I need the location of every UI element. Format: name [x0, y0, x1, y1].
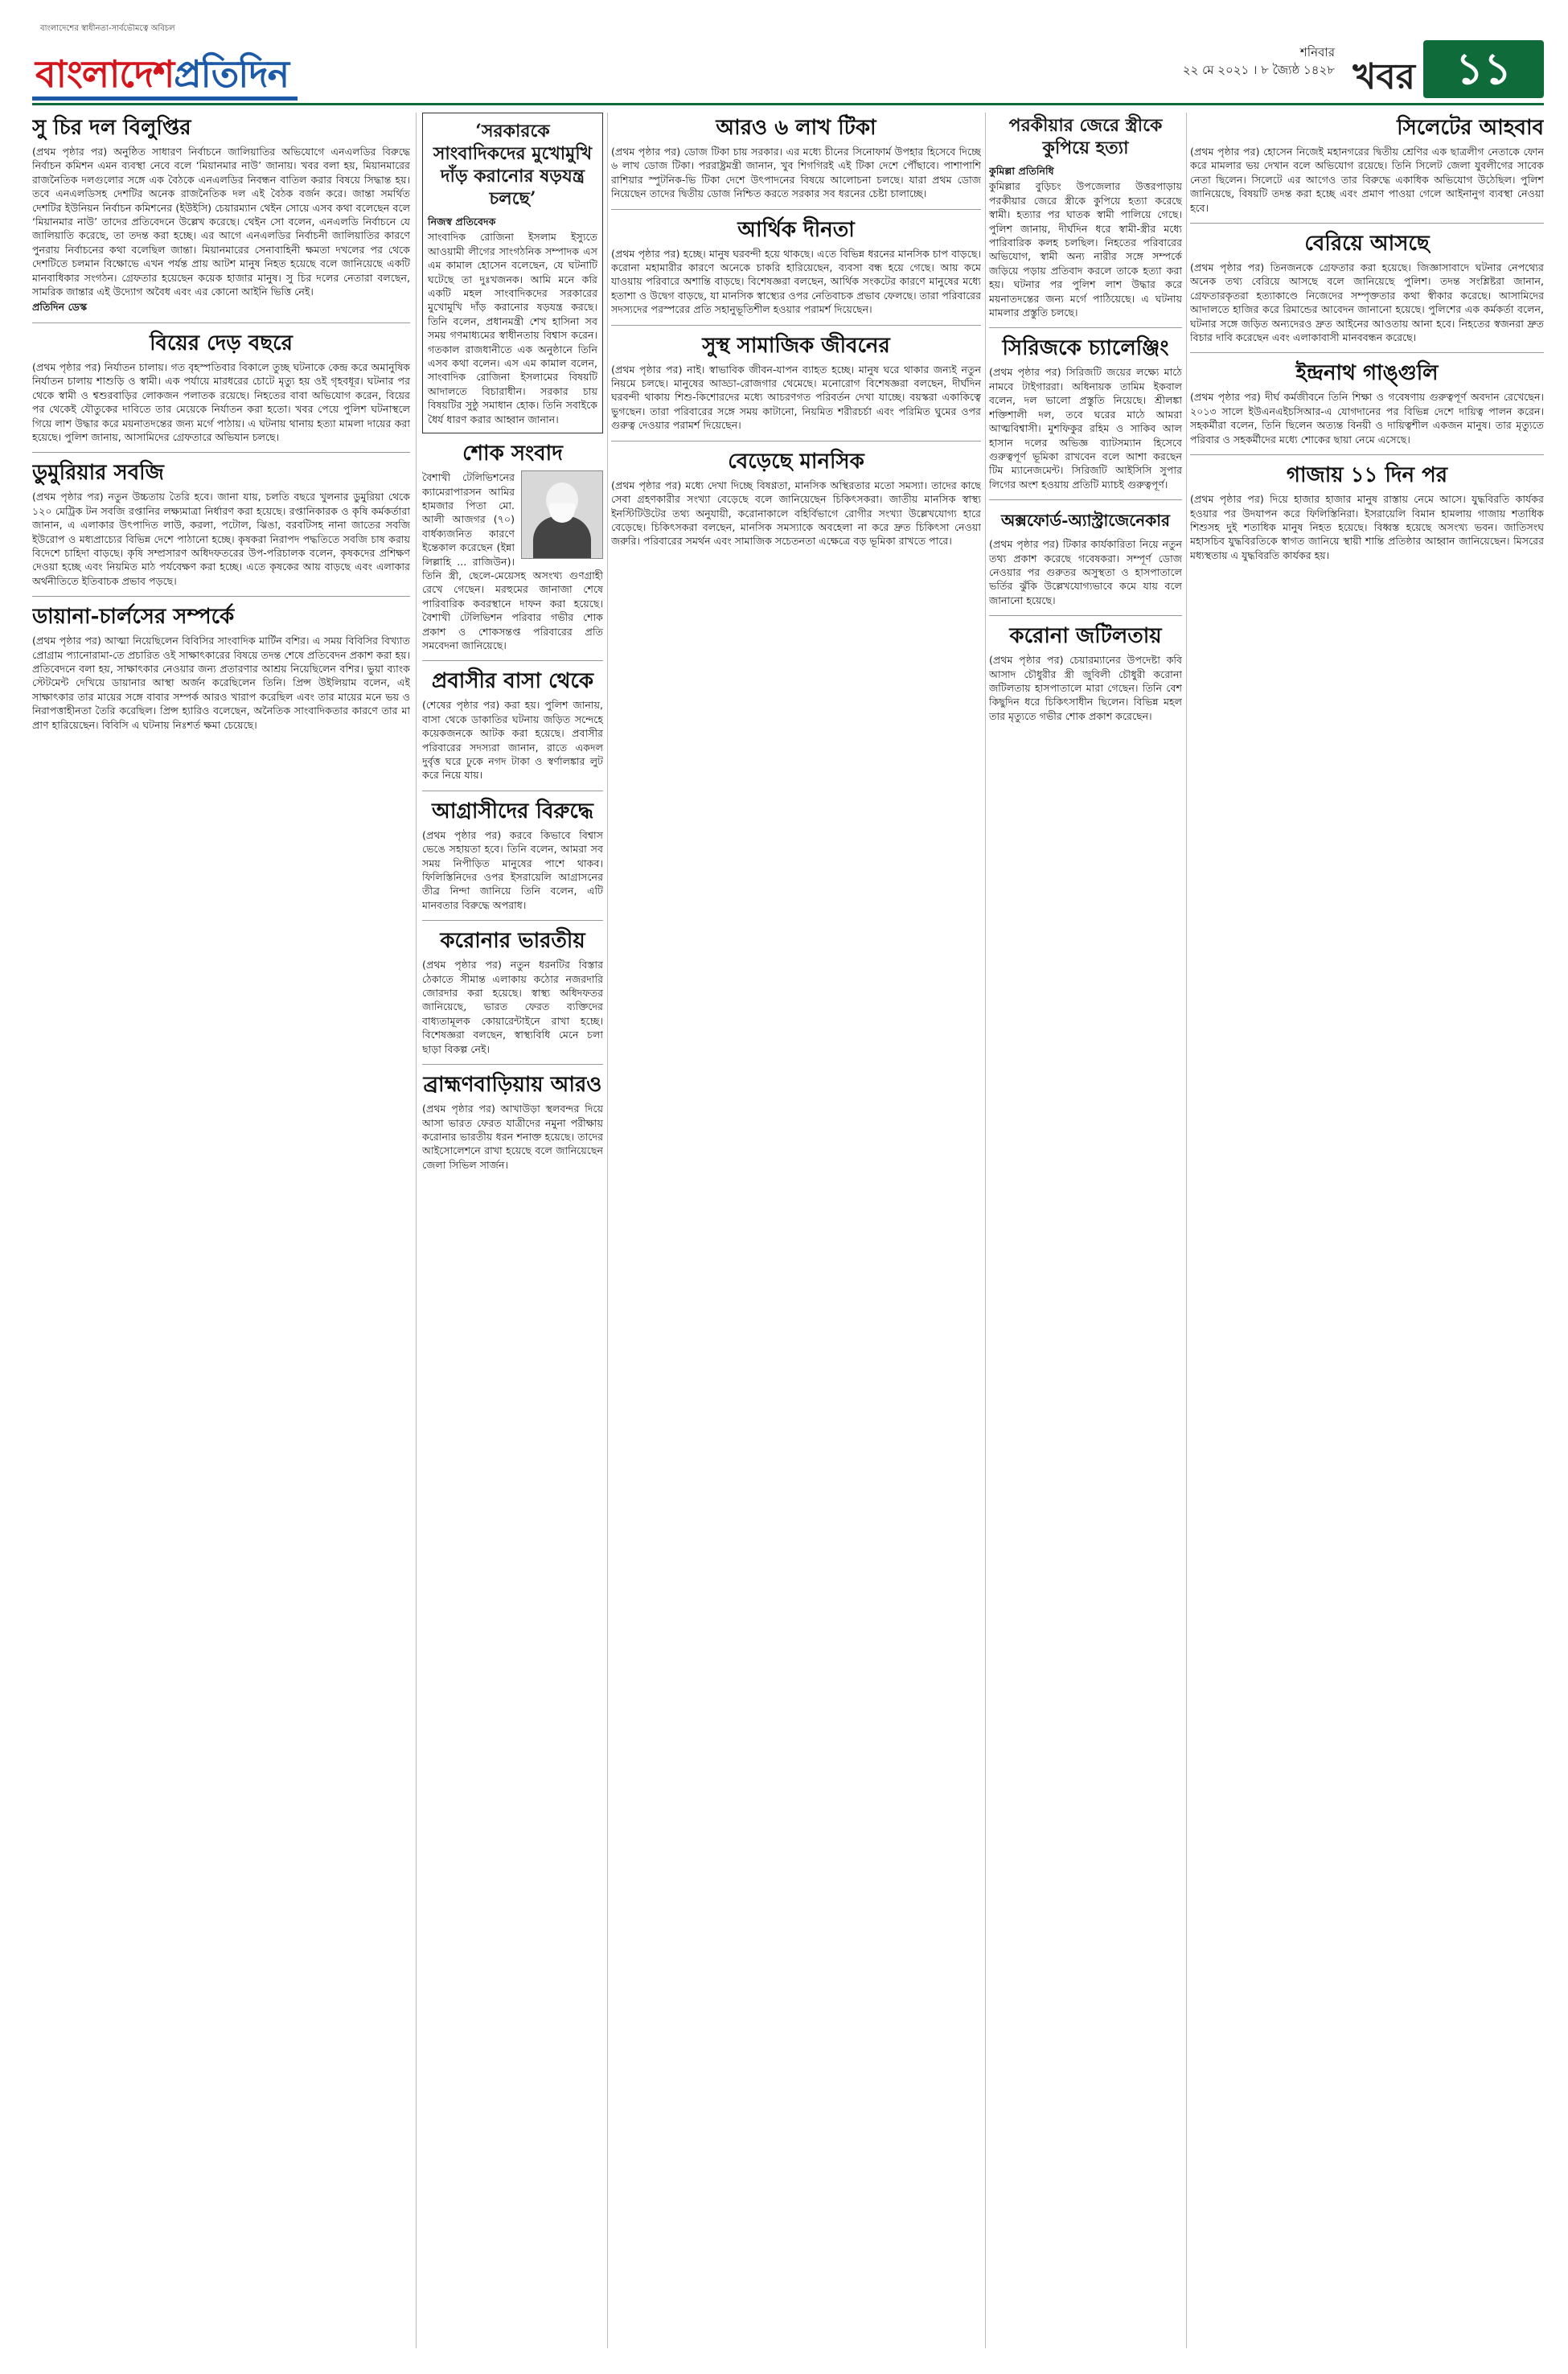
article-body: (প্রথম পৃষ্ঠার পর) নতুন ধরনটির বিস্তার ঠেকাতে সীমান্ত এলাকায় কঠোর নজরদারি জোরদার করা হয়েছে। স্বাস্থ্য অধিদফতর জানিয়েছে, ভারত ফেরত ব্যক্তিদের বাধ্যতামূলক কোয়ারেন্টাইনে রাখা হচ্ছে। বিশেষজ্ঞরা বলছেন, স্বাস্থ্যবিধি মেনে চলা ছাড়া বিকল্প নেই। — [422, 959, 603, 1055]
article-headline[interactable]: ইন্দ্রনাথ গাঙ্গুলি — [1295, 361, 1439, 386]
article-credit: প্রতিদিন ডেস্ক — [32, 301, 88, 314]
article-headline[interactable]: বেরিয়ে আসছে — [1304, 232, 1430, 257]
article-diana — [32, 605, 410, 740]
logo-underline — [32, 97, 298, 101]
article-body: (প্রথম পৃষ্ঠার পর) করবে কিভাবে বিশ্বাস ভেঙে সহায়তা হবে। তিনি বলেন, আমরা সব সময় নিপীড়িত মানুষের পাশে থাকব। ফিলিস্তিনিদের ওপর ইসরায়েলি আগ্রাসনের তীব্র নিন্দা জানিয়ে তিনি বলেন, এটি মানবতার বিরুদ্ধে অপরাধ। — [422, 828, 603, 911]
article-headline[interactable]: করোনার ভারতীয় — [440, 929, 585, 954]
masthead — [32, 8, 1544, 105]
issue-date-text: ২২ মে ২০২১ । ৮ জ্যৈষ্ঠ ১৪২৮ — [1182, 63, 1335, 77]
article-body: কুমিল্লার বুড়িচং উপজেলার উত্তরপাড়ায় পরকীয়ার জেরে স্ত্রীকে কুপিয়ে হত্যা করেছে স্বামী। হত্যার পর ঘাতক স্বামী পালিয়ে গেছে। পুলিশ জানায়, দীর্ঘদিন ধরে স্বামী-স্ত্রীর মধ্যে পারিবারিক কলহ চলছিল। নিহতের পরিবারের অভিযোগ, স্বামী অন্য নারীর সঙ্গে সম্পর্কে জড়িয়ে পড়ায় প্রতিবাদ করলে তাকে হত্যা করা হয়। ঘটনার পর পুলিশ লাশ উদ্ধার করে ময়নাতদন্তের জন্য মর্গে পাঠিয়েছে। এ ঘটনায় মামলার প্রস্তুতি চলছে। — [989, 180, 1182, 319]
article-body: (প্রথম পৃষ্ঠার পর) ডোজ টিকা চায় সরকার। এর মধ্যে চীনের সিনোফার্ম উপহার হিসেবে দিচ্ছে ৬ লাখ ডোজ টিকা। পররাষ্ট্রমন্ত্রী জানান, খুব শিগগিরই এই টিকা দেশে পৌঁছাবে। পাশাপাশি রাশিয়ার স্পুটনিক-ভি টিকা দেশে উৎপাদনের বিষয়ে আলোচনা চলছে। যারা প্রথম ডোজ নিয়েছেন তাদের দ্বিতীয় ডোজ নিশ্চিত করতে সরকার সব ধরনের চেষ্টা চালাচ্ছে। — [611, 146, 981, 200]
article-body: (প্রথম পৃষ্ঠার পর) অনুষ্ঠিত সাধারণ নির্বাচনে জালিয়াতির অভিযোগে এনএলডির বিরুদ্ধে নির্বাচন কমিশন এমন ব্যবস্থা নেবে বলে ‘মিয়ানমার নাউ’ জানায়। খবর বলা হয়, মিয়ানমারের রাজনৈতিক দলগুলোর সঙ্গে এক বৈঠকে এনএলডির নিবন্ধন বাতিল করার বিষয়ে সিদ্ধান্ত হয়। তবে এনএলডিসহ দেশটির অনেক রাজনৈতিক দল এই বৈঠক বর্জন করে। জান্তা সমর্থিত দেশটির ইউনিয়ন নির্বাচন কমিশনের (ইউইসি) চেয়ারম্যান থেইন সোয়ে এসব কথা বলেছেন বলে ‘মিয়ানমার নাউ’ তাদের প্রতিবেদনে উল্লেখ করেছে। থেইন সো বলেন, এনএলডি নির্বাচনে যে জালিয়াতি করেছে, তা তদন্ত করা হচ্ছে। এর আগে এনএলডির নির্বাচনী জালিয়াতির কারণে পুনরায় নির্বাচনের কথা বলেছিল জান্তা। মিয়ানমারের সেনাবাহিনী ক্ষমতা দখলের পর থেকে দেশটিতে চলমান বিক্ষোভে এখন পর্যন্ত প্রায় আটশ মানুষ নিহত হয়েছে বলে জানিয়েছে একটি মানবাধিকার সংগঠন। গ্রেফতার হয়েছেন কয়েক হাজার মানুষ। সু চির দলের নেতারা বলছেন, সামরিক জান্তার এই উদ্যোগ অবৈধ এবং এর কোনো আইনি ভিত্তি নেই। — [32, 146, 410, 298]
column-1 — [32, 113, 410, 2348]
article-body: (প্রথম পৃষ্ঠার পর) চেয়ারম্যানের উপদেষ্টা কবি আসাদ চৌধুরীর স্ত্রী জুবিলী চৌধুরী করোনা জটিলতায় হাসপাতালে মারা গেছেন। তিনি বেশ কিছুদিন ধরে চিকিৎসাধীন ছিলেন। বিভিন্ন মহল তার মৃত্যুতে গভীর শোক প্রকাশ করেছেন। — [989, 654, 1182, 722]
article-headline[interactable]: প্রবাসীর বাসা থেকে — [431, 669, 594, 694]
column-2 — [422, 113, 603, 2348]
article-headline[interactable]: পরকীয়ার জেরে স্ত্রীকে কুপিয়ে হত্যা — [1008, 115, 1163, 158]
article-byline: কুমিল্লা প্রতিনিধি — [989, 165, 1054, 177]
article-headline[interactable]: আগ্রাসীদের বিরুদ্ধে — [432, 799, 593, 824]
column-divider — [985, 113, 986, 2348]
article-headline[interactable]: ডুমুরিয়ার সবজি — [32, 461, 164, 486]
article-headline[interactable]: ডায়ানা-চার্লসের সম্পর্কে — [32, 605, 235, 630]
article-mental-health — [611, 450, 981, 557]
article-gaza — [1190, 463, 1544, 570]
article-body: বৈশাখী টেলিভিশনের ক্যামেরাপারসন আমির হামজার পিতা মো. আলী আজগর (৭০) বার্ধক্যজনিত কারণে ইন্তেকাল করেছেন (ইন্না লিল্লাহি ... রাজিউন)। তিনি স্ত্রী, ছেলে-মেয়েসহ অসংখ্য গুণগ্রাহী রেখে গেছেন। মরহুমের জানাজা শেষে পারিবারিক কবরস্থানে দাফন করা হয়েছে। বৈশাখী টেলিভিশন পরিবার গভীর শোক প্রকাশ ও শোকসন্তপ্ত পরিবারের প্রতি সমবেদনা জানিয়েছে। — [422, 471, 603, 651]
logo-name-part1: বাংলাদেশ — [35, 52, 174, 96]
article-body: (প্রথম পৃষ্ঠার পর) দীর্ঘ কর্মজীবনে তিনি শিক্ষা ও গবেষণায় গুরুত্বপূর্ণ অবদান রেখেছেন। ২০১৩ সালে ইউএনএইচসিআর-এ যোগদানের পর বিভিন্ন দেশে দায়িত্ব পালন করেন। সহকর্মীরা বলেন, তিনি ছিলেন অত্যন্ত বিনয়ী ও দায়িত্বশীল একজন মানুষ। তার মৃত্যুতে পরিবার ও সহকর্মীদের মধ্যে শোকের ছায়া নেমে এসেছে। — [1190, 391, 1544, 446]
article-expatriate — [422, 669, 603, 791]
article-sylhet — [1190, 116, 1544, 224]
article-body: (প্রথম পৃষ্ঠার পর) দিয়ে হাজার হাজার মানুষ রাস্তায় নেমে আসে। যুদ্ধবিরতি কার্যকর হওয়ার পর উদযাপন করে ফিলিস্তিনিরা। ইসরায়েলি বিমান হামলায় গাজায় শতাধিক শিশুসহ দুই শতাধিক মানুষ নিহত হয়েছে। বিধ্বস্ত হয়েছে অসংখ্য ভবন। জাতিসংঘ মহাসচিব যুদ্ধবিরতিকে স্বাগত জানিয়ে স্থায়ী শান্তি প্রতিষ্ঠার আহ্বান জানিয়েছেন। মিসরের মধ্যস্থতায় এ যুদ্ধবিরতি কার্যকর হয়। — [1190, 493, 1544, 561]
article-headline[interactable]: সিরিজকে চ্যালেঞ্জিং — [1002, 336, 1169, 361]
column-divider — [1186, 113, 1187, 2348]
article-body: সাংবাদিক রোজিনা ইসলাম ইস্যুতে আওয়ামী লীগের সাংগঠনিক সম্পাদক এস এম কামাল হোসেন বলেছেন, যে ঘটনাটি ঘটেছে তা দুঃখজনক। আমি মনে করি একটি মহল সাংবাদিকদের সরকারের মুখোমুখি দাঁড় করানোর ষড়যন্ত্র করছে। তিনি বলেন, প্রধানমন্ত্রী শেখ হাসিনা সব সময় গণমাধ্যমের স্বাধীনতায় বিশ্বাস করেন। গতকাল রাজধানীতে এক অনুষ্ঠানে তিনি এসব কথা বলেন। এস এম কামাল বলেন, সাংবাদিক রোজিনা ইসলামের বিষয়টি আদালতে বিচারাধীন। সরকার চায় বিষয়টির সুষ্ঠু সমাধান হোক। তিনি সবাইকে ধৈর্য ধারণ করার আহ্বান জানান। — [428, 231, 597, 425]
article-headline[interactable]: বিয়ের দেড় বছরে — [150, 331, 293, 355]
article-indranath — [1190, 361, 1544, 455]
column-4 — [989, 113, 1182, 2348]
page-number: ১১ — [1423, 40, 1544, 98]
article-vaccines — [611, 116, 981, 210]
obituary-photo — [521, 470, 603, 559]
article-body: (প্রথম পৃষ্ঠার পর) তিনজনকে গ্রেফতার করা হয়েছে। জিজ্ঞাসাবাদে ঘটনার নেপথ্যের অনেক তথ্য বেরিয়ে আসছে বলে জানিয়েছে পুলিশ। তদন্ত সংশ্লিষ্টরা জানান, গ্রেফতারকৃতরা হত্যাকাণ্ডে নিজেদের সম্পৃক্ততার কথা স্বীকার করেছে। আসামিদের আদালতে হাজির করে রিমান্ডের আবেদন জানানো হয়েছে। পুলিশের এক কর্মকর্তা বলেন, ঘটনার সঙ্গে জড়িত অন্যদেরও দ্রুত আইনের আওতায় আনা হবে। নিহতের স্বজনরা দ্রুত বিচার দাবি করেছেন এবং এলাকাবাসী মানববন্ধন করেছে। — [1190, 261, 1544, 344]
article-brahmanbaria — [422, 1073, 603, 1180]
logo-name-part2: প্রতিদিন — [174, 52, 289, 96]
article-body: (প্রথম পৃষ্ঠার পর) নাই। স্বাভাবিক জীবন-যাপন ব্যাহত হচ্ছে। মানুষ ঘরে থাকার জন্যই নতুন নিয়মে চলছে। মানুষের আড্ডা-রোজগার থেমেছে। মনোরোগ বিশেষজ্ঞরা বলছেন, দীর্ঘদিন ঘরবন্দী থাকায় শিশু-কিশোরদের মধ্যে আচরণগত পরিবর্তন দেখা যাচ্ছে। বয়স্করা একাকিত্বে ভুগছেন। তারা পরিবারের সঙ্গে সময় কাটানো, নিয়মিত শরীরচর্চা এবং পরিমিত ঘুমের ওপর গুরুত্ব দেওয়ার পরামর্শ দিয়েছেন। — [611, 363, 981, 432]
article-body: (প্রথম পৃষ্ঠার পর) হোসেন নিজেই মহানগরের দ্বিতীয় শ্রেণির এক ছাত্রলীগ নেতাকে ফোন করে মামলার ভয় দেখান বলে অভিযোগ রয়েছে। তিনি সিলেট জেলা যুবলীগের সাবেক নেতা ছিলেন। সিলেটে এর আগেও তার বিরুদ্ধে একাধিক অভিযোগ উঠেছিল। পুলিশ জানিয়েছে, বিষয়টি তদন্ত করা হচ্ছে এবং প্রমাণ পাওয়া গেলে আইনানুগ ব্যবস্থা নেওয়া হবে। — [1190, 146, 1544, 214]
article-body: (প্রথম পৃষ্ঠার পর) টিকার কার্যকারিতা নিয়ে নতুন তথ্য প্রকাশ করেছে গবেষকরা। সম্পূর্ণ ডোজ নেওয়ার পর গুরুতর অসুস্থতা ও হাসপাতালে ভর্তির ঝুঁকি উল্লেখযোগ্যভাবে কমে যায় বলে জানানো হয়েছে। — [989, 538, 1182, 606]
column-divider — [607, 113, 608, 2348]
article-dumuria — [32, 461, 410, 597]
issue-day: শনিবার — [1299, 45, 1335, 60]
section-label: খবর — [1353, 56, 1415, 97]
column-divider — [416, 113, 417, 2348]
article-marriage — [32, 331, 410, 453]
article-body: (প্রথম পৃষ্ঠার পর) আত্মা নিয়েছিলেন বিবিসির সাংবাদিক মার্টিন বশির। এ সময় বিবিসির বিখ্যাত প্রোগ্রাম প্যানোরামা-তে প্রচারিত ওই সাক্ষাৎকারের বিষয়ে তদন্ত শেষে প্রতিবেদন প্রকাশ করা হয়। প্রতিবেদনে বলা হয়, সাক্ষাৎকার নেওয়ার জন্য প্রতারণার আশ্রয় নিয়েছিলেন বশির। ভুয়া ব্যাংক স্টেটমেন্ট দেখিয়ে ডায়ানার আস্থা অর্জন করেছিলেন তিনি। প্রিন্স উইলিয়াম বলেন, এই সাক্ষাৎকার তার মায়ের সঙ্গে বাবার সম্পর্ক আরও খারাপ করেছিল এবং তার মায়ের মনে ভয় ও নিরাপত্তাহীনতা তৈরি করেছিল। প্রিন্স হ্যারিও বলেছেন, অনৈতিক সাংবাদিকতার কারণে তার মা প্রাণ হারিয়েছেন। বিবিসি এ ঘটনায় নিঃশর্ত ক্ষমা চেয়েছে। — [32, 635, 410, 731]
article-social-life — [611, 334, 981, 442]
article-obituary — [422, 442, 603, 661]
article-murder — [989, 114, 1182, 328]
article-headline[interactable]: ব্রাহ্মণবাড়িয়ায় আরও — [423, 1073, 602, 1098]
article-headline[interactable]: আর্থিক দীনতা — [737, 217, 855, 242]
article-body: (শেষের পৃষ্ঠার পর) করা হয়। পুলিশ জানায়, বাসা থেকে ডাকাতির ঘটনায় জড়িত সন্দেহে কয়েকজনকে আটক করা হয়েছে। প্রবাসীর পরিবারের সদস্যরা জানান, রাতে একদল দুর্বৃত্ত ঘরে ঢুকে নগদ টাকা ও স্বর্ণালঙ্কার লুট করে নিয়ে যায়। — [422, 699, 603, 782]
article-aggressors — [422, 799, 603, 921]
article-body: (প্রথম পৃষ্ঠার পর) আখাউড়া স্থলবন্দর দিয়ে আসা ভারত ফেরত যাত্রীদের নমুনা পরীক্ষায় করোনার ভারতীয় ধরন শনাক্ত হয়েছে। তাদের আইসোলেশনে রাখা হয়েছে বলে জানিয়েছেন জেলা সিভিল সার্জন। — [422, 1103, 603, 1171]
issue-date — [1183, 43, 1335, 79]
logo-tagline: বাংলাদেশের স্বাধীনতা-সার্বভৌমত্বে অবিচল — [40, 24, 175, 33]
article-headline[interactable]: আরও ৬ লাখ টিকা — [716, 116, 876, 140]
article-headline[interactable]: শোক সংবাদ — [462, 442, 563, 466]
newspaper-logo[interactable] — [32, 23, 298, 103]
article-covid-complication — [989, 624, 1182, 731]
article-body: (প্রথম পৃষ্ঠার পর) মধ্যে দেখা দিচ্ছে বিষণ্ণতা, মানসিক অস্থিরতার মতো সমস্যা। তাদের কাছে সেবা গ্রহণকারীর সংখ্যা বেড়েছে বলে জানিয়েছেন চিকিৎসকরা। জাতীয় মানসিক স্বাস্থ্য ইনস্টিটিউটের তথ্য অনুযায়ী, করোনাকালে বহির্বিভাগে রোগীর সংখ্যা উল্লেখযোগ্য হারে বেড়েছে। চিকিৎসকরা বলছেন, মানসিক সমস্যাকে অবহেলা না করে দ্রুত চিকিৎসা নেওয়া জরুরি। পরিবারের সমর্থন এবং সামাজিক সচেতনতা এক্ষেত্রে বড় ভূমিকা রাখতে পারে। — [611, 478, 981, 548]
column-5 — [1190, 113, 1544, 2348]
article-headline[interactable]: অক্সফোর্ড-অ্যাস্ট্রাজেনেকার — [1000, 511, 1171, 531]
article-revealed — [1190, 232, 1544, 353]
article-headline[interactable]: সিলেটের আহবাব — [1397, 116, 1544, 140]
article-astrazeneca — [989, 508, 1182, 616]
column-3 — [611, 113, 981, 2348]
article-headline[interactable]: গাজায় ১১ দিন পর — [1286, 463, 1448, 488]
article-body: (প্রথম পৃষ্ঠার পর) সিরিজটি জয়ের লক্ষ্যে মাঠে নামবে টাইগাররা। অধিনায়ক তামিম ইকবাল বলেন, দল ভালো প্রস্তুতি নিয়েছে। শ্রীলঙ্কা শক্তিশালী দল, তবে ঘরের মাঠে আমরা আত্মবিশ্বাসী। মুশফিকুর রহিম ও সাকিব আল হাসান দলের অভিজ্ঞ ব্যাটসম্যান হিসেবে গুরুত্বপূর্ণ ভূমিকা রাখবেন বলে আশা করছেন টিম ম্যানেজমেন্ট। সিরিজটি আইসিসি সুপার লিগের অংশ হওয়ায় প্রতিটি ম্যাচই গুরুত্বপূর্ণ। — [989, 366, 1182, 491]
article-headline[interactable]: সু চির দল বিলুপ্তির — [32, 116, 191, 140]
article-indian-variant — [422, 929, 603, 1065]
article-body: (প্রথম পৃষ্ঠার পর) নির্যাতন চালায়। গত বৃহস্পতিবার বিকালে তুচ্ছ ঘটনাকে কেন্দ্র করে অমানুষিক নির্যাতন চালায় শাশুড়ি ও স্বামী। এক পর্যায়ে মারধরের চোটে মৃত্যু হয় ওই গৃহবধূর। ঘটনার পর থেকে স্বামী ও শ্বশুরবাড়ির লোকজন পলাতক রয়েছে। নিহতের বাবা অভিযোগ করেন, বিয়ের পর থেকেই যৌতুকের দাবিতে তার মেয়েকে নির্যাতন করা হতো। খবর পেয়ে পুলিশ ঘটনাস্থলে গিয়ে লাশ উদ্ধার করে ময়নাতদন্তের জন্য মর্গে পাঠায়। এ ঘটনায় থানায় হত্যা মামলা দায়ের করা হয়েছে। পুলিশ জানায়, আসামিদের গ্রেফতারে অভিযান চলছে। — [32, 360, 410, 443]
article-cricket — [989, 336, 1182, 500]
article-headline[interactable]: করোনা জটিলতায় — [1009, 624, 1162, 649]
article-body: (প্রথম পৃষ্ঠার পর) হচ্ছে। মানুষ ঘরবন্দী হয়ে থাকছে। এতে বিভিন্ন ধরনের মানসিক চাপ বাড়ছে। করোনা মহামারীর কারণে অনেকে চাকরি হারিয়েছেন, ব্যবসা বন্ধ হয়ে গেছে। আয় কমে যাওয়ায় পরিবারে অশান্তি বাড়ছে। বিশেষজ্ঞরা বলছেন, আর্থিক সংকটের কারণে মানুষের মধ্যে হতাশা ও উদ্বেগ বাড়ছে, যা মানসিক স্বাস্থ্যের ওপর নেতিবাচক প্রভাব ফেলছে। তারা পরিবারের সদস্যদের পরস্পরের প্রতি সহানুভূতিশীল হওয়ার পরামর্শ দিয়েছেন। — [611, 247, 981, 316]
article-journalists — [422, 113, 603, 433]
article-body: (প্রথম পৃষ্ঠার পর) নতুন উচ্চতায় তৈরি হবে। জানা যায়, চলতি বছরে খুলনার ডুমুরিয়া থেকে ১২০ মেট্রিক টন সবজি রপ্তানির লক্ষ্যমাত্রা নির্ধারণ করা হয়েছে। রপ্তানিকারক ও কৃষি কর্মকর্তারা জানান, এ এলাকার উৎপাদিত লাউ, করলা, পটোল, ঝিঙা, বরবটিসহ নানা জাতের সবজি ইউরোপ ও মধ্যপ্রাচ্যের বিভিন্ন দেশে পাঠানো হচ্ছে। কৃষকরা নিরাপদ পদ্ধতিতে সবজি চাষ করায় বিদেশে চাহিদা বাড়ছে। কৃষি সম্প্রসারণ অধিদফতরের উপ-পরিচালক বলেন, কৃষকদের প্রশিক্ষণ দেওয়া হচ্ছে এবং নিয়মিত মাঠ পর্যবেক্ষণ করা হচ্ছে। এতে কৃষকের আয় বাড়ছে এবং এলাকার অর্থনীতিতে ইতিবাচক প্রভাব পড়ছে। — [32, 491, 410, 587]
header-rule — [32, 103, 1544, 105]
article-headline[interactable]: সুস্থ সামাজিক জীবনের — [702, 333, 890, 358]
article-poverty — [611, 218, 981, 326]
article-byline: নিজস্ব প্রতিবেদক — [428, 216, 496, 228]
article-headline[interactable]: বেড়েছে মানসিক — [728, 449, 864, 474]
article-headline[interactable]: ‘সরকারকে সাংবাদিকদের মুখোমুখি দাঁড় করানোর ষড়যন্ত্র চলছে’ — [433, 121, 593, 209]
article-suu-kyi — [32, 116, 410, 323]
